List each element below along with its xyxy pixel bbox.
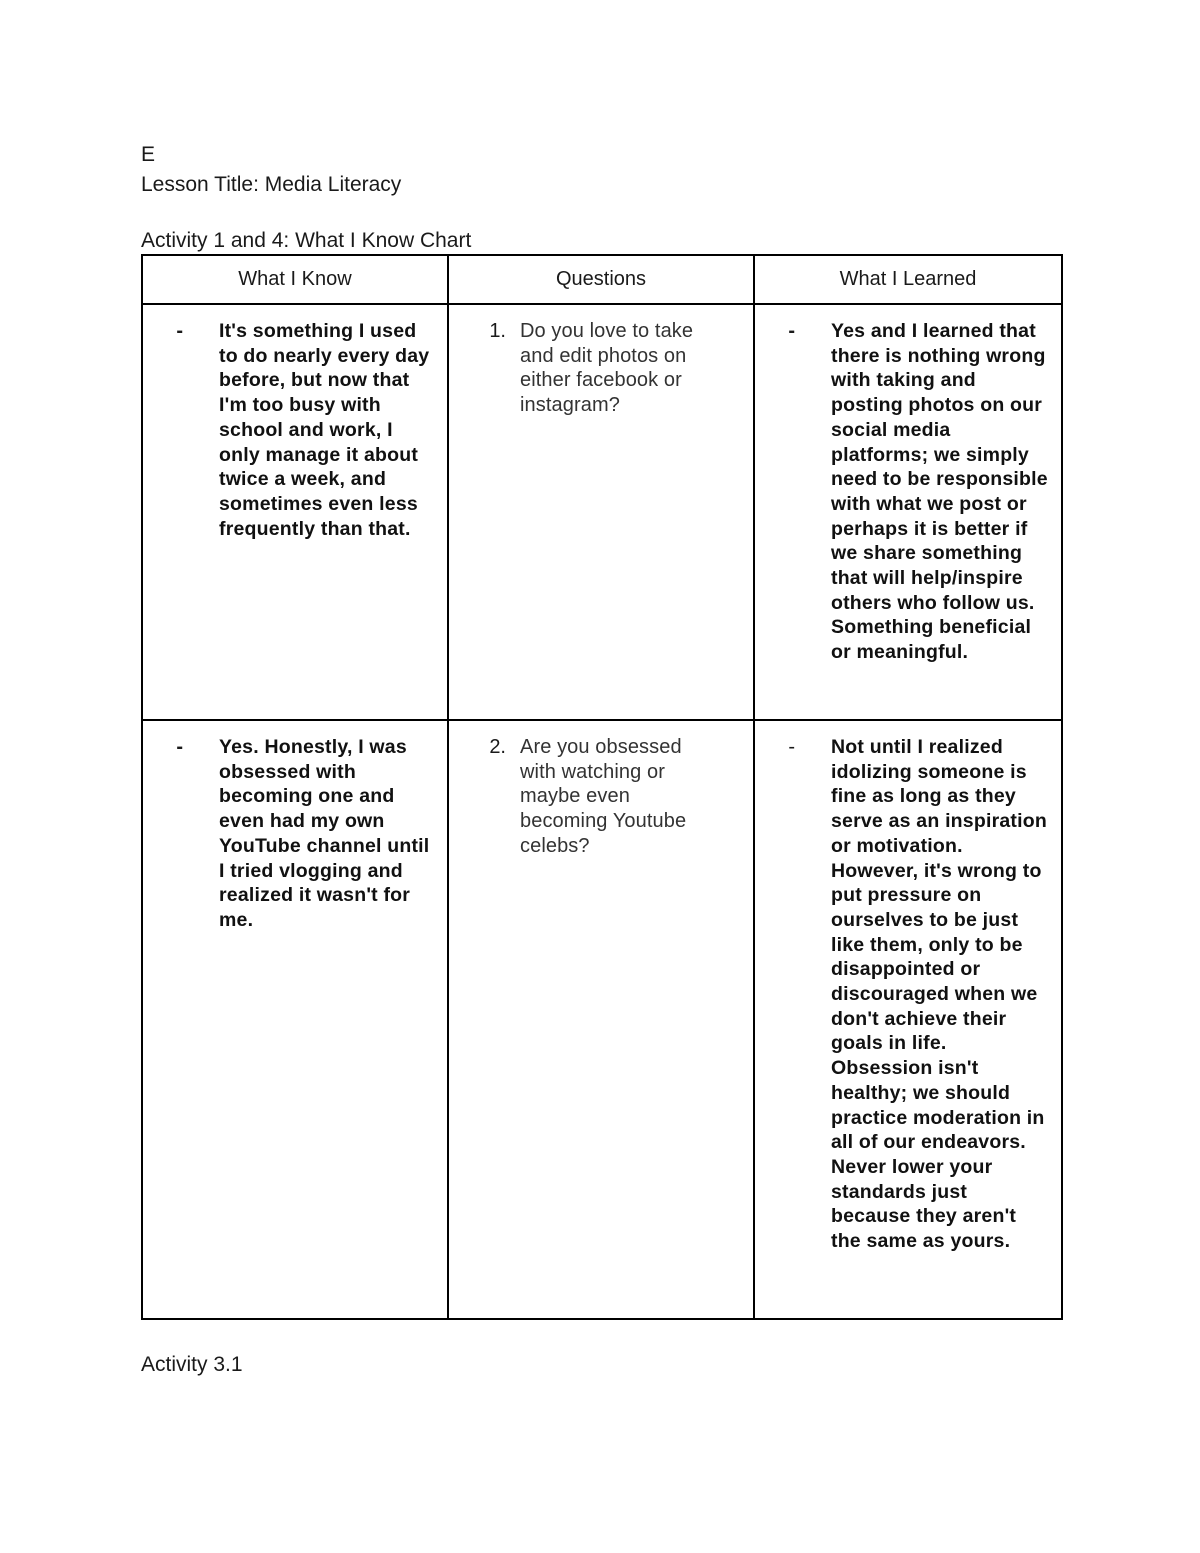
bullet-marker: - <box>176 320 183 342</box>
bullet-marker: - <box>788 320 795 342</box>
bullet-marker: - <box>788 736 795 758</box>
table-row <box>142 304 1062 720</box>
column-header-what-i-learned: What I Learned <box>754 255 1062 304</box>
question-cell <box>448 720 754 1319</box>
learned-cell <box>754 304 1062 720</box>
bullet-marker: - <box>176 736 183 758</box>
activity-heading: Activity 1 and 4: What I Know Chart <box>141 229 472 252</box>
know-text: It's something I used to do nearly every day before, but now that I'm too busy with school and work, I only manage it about twice a week, and sometimes even less frequently than that. <box>219 320 430 540</box>
column-header-questions: Questions <box>448 255 754 304</box>
learned-cell <box>754 720 1062 1319</box>
chart-header-row <box>142 255 1062 304</box>
page-letter: E <box>141 143 156 166</box>
what-i-know-chart <box>141 254 1063 1320</box>
question-text: Are you obsessed with watching or maybe even becoming Youtube celebs? <box>520 736 687 857</box>
lesson-title: Lesson Title: Media Literacy <box>141 173 402 196</box>
know-text: Yes. Honestly, I was obsessed with becoming one and even had my own YouTube channel until I tried vlogging and realized it wasn't for me. <box>219 736 430 931</box>
know-cell <box>142 304 448 720</box>
table-row <box>142 720 1062 1319</box>
question-number: 1. <box>489 320 506 342</box>
column-header-what-i-know: What I Know <box>142 255 448 304</box>
activity-3-1-heading: Activity 3.1 <box>141 1353 243 1376</box>
question-cell <box>448 304 754 720</box>
learned-text: Yes and I learned that there is nothing wrong with taking and posting photos on our social media platforms; we simply need to be responsible with what we post or perhaps it is better if we share something that will help/inspire others who follow us. Something beneficial or meaningful. <box>831 320 1048 664</box>
question-text: Do you love to take and edit photos on either facebook or instagram? <box>520 320 694 417</box>
learned-text: Not until I realized idolizing someone is fine as long as they serve as an inspiration or motivation. However, it's wrong to put pressure on ourselves to be just like them, only to be disappointed or discouraged when we don't achieve their goals in life. Obsession isn't healthy; we should practice moderation in all of our endeavors. Never lower your standards just because they aren't the same as yours. <box>831 736 1047 1253</box>
question-number: 2. <box>489 736 506 758</box>
know-cell <box>142 720 448 1319</box>
